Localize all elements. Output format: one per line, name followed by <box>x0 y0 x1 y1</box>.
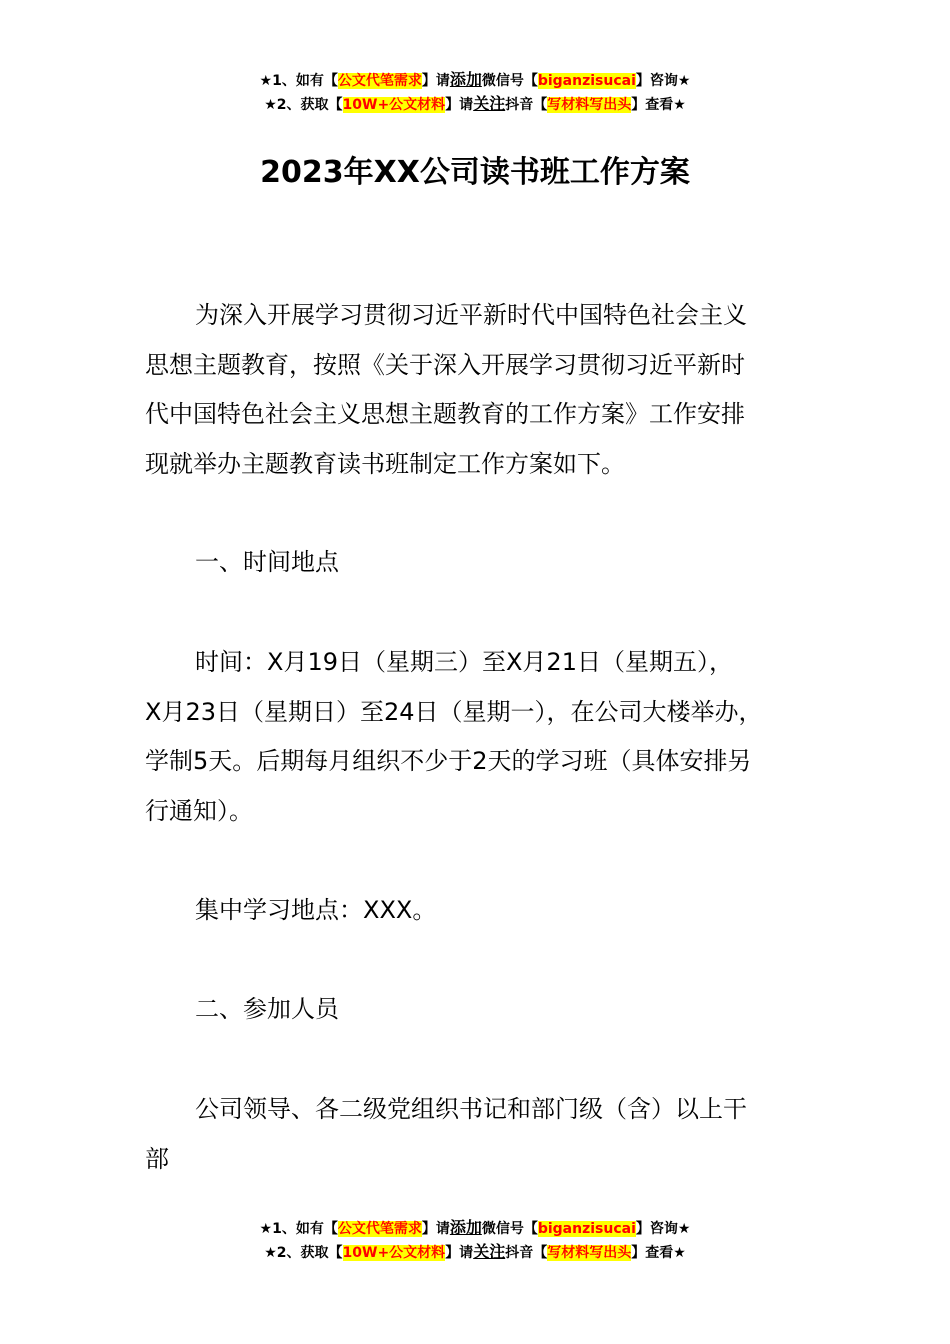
document-title: 2023年XX公司读书班工作方案 <box>260 155 690 190</box>
highlight-service: 公文代笔需求 <box>337 73 422 89</box>
highlight-materials: 10W+公文材料 <box>342 97 446 113</box>
paragraph-line: 公司领导、各二级党组织书记和部门级（含）以上干 <box>195 1095 747 1123</box>
promo-line-2 <box>0 92 950 116</box>
promo-line-2 <box>0 1240 950 1264</box>
paragraph-line: 学制5天。后期每月组织不少于2天的学习班（具体安排另 <box>145 747 752 775</box>
paragraph-line: 为深入开展学习贯彻习近平新时代中国特色社会主义 <box>195 301 747 329</box>
promo-text: 抖音【 <box>505 1245 548 1261</box>
promo-text: 】咨询★ <box>635 1221 691 1237</box>
paragraph-line: 集中学习地点：XXX。 <box>195 896 437 924</box>
promo-emphasis: 关注 <box>473 94 506 113</box>
highlight-douyin-account: 写材料写出头 <box>547 1245 632 1261</box>
promo-text: 抖音【 <box>505 97 548 113</box>
highlight-materials: 10W+公文材料 <box>342 1245 446 1261</box>
highlight-douyin-account: 写材料写出头 <box>547 97 632 113</box>
promo-banner-top <box>0 68 950 116</box>
promo-text: ★1、如有【 <box>259 1221 338 1237</box>
participants-paragraph <box>145 1085 835 1184</box>
promo-text: 】查看★ <box>631 1245 686 1261</box>
promo-text: ★1、如有【 <box>259 73 338 89</box>
highlight-service: 公文代笔需求 <box>337 1221 422 1237</box>
time-paragraph <box>145 638 835 836</box>
promo-text: 】请 <box>421 73 450 89</box>
paragraph-line: 部 <box>145 1144 169 1173</box>
promo-text: ★2、获取【 <box>264 1245 343 1261</box>
paragraph-line: X月23日（星期日）至24日（星期一），在公司大楼举办， <box>145 697 763 726</box>
highlight-wechat-id: biganzisucai <box>537 1221 636 1237</box>
promo-line-1 <box>0 1216 950 1240</box>
section-heading-time-location <box>145 538 835 588</box>
heading-text: 一、时间地点 <box>195 548 339 576</box>
promo-text: 】咨询★ <box>635 73 691 89</box>
intro-paragraph <box>145 291 835 489</box>
section-heading-participants <box>145 985 835 1035</box>
promo-line-1 <box>0 68 950 92</box>
promo-emphasis: 添加 <box>449 70 482 89</box>
promo-text: 微信号【 <box>481 1221 538 1237</box>
paragraph-line: 时间：X月19日（星期三）至X月21日（星期五）， <box>195 648 733 676</box>
promo-text: 】请 <box>445 1245 474 1261</box>
paragraph-line: 代中国特色社会主义思想主题教育的工作方案》工作安排 <box>145 400 745 428</box>
promo-emphasis: 关注 <box>473 1242 506 1261</box>
paragraph-line: 思想主题教育，按照《关于深入开展学习贯彻习近平新时 <box>145 350 745 379</box>
promo-text: 微信号【 <box>481 73 538 89</box>
heading-text: 二、参加人员 <box>195 995 339 1023</box>
paragraph-line: 现就举办主题教育读书班制定工作方案如下。 <box>145 449 625 478</box>
promo-text: 】查看★ <box>631 97 686 113</box>
promo-emphasis: 添加 <box>449 1218 482 1237</box>
promo-text: ★2、获取【 <box>264 97 343 113</box>
location-paragraph <box>145 886 835 936</box>
promo-text: 】请 <box>421 1221 450 1237</box>
promo-text: 】请 <box>445 97 474 113</box>
highlight-wechat-id: biganzisucai <box>537 73 636 89</box>
paragraph-line: 行通知）。 <box>145 796 253 825</box>
promo-banner-bottom <box>0 1216 950 1264</box>
